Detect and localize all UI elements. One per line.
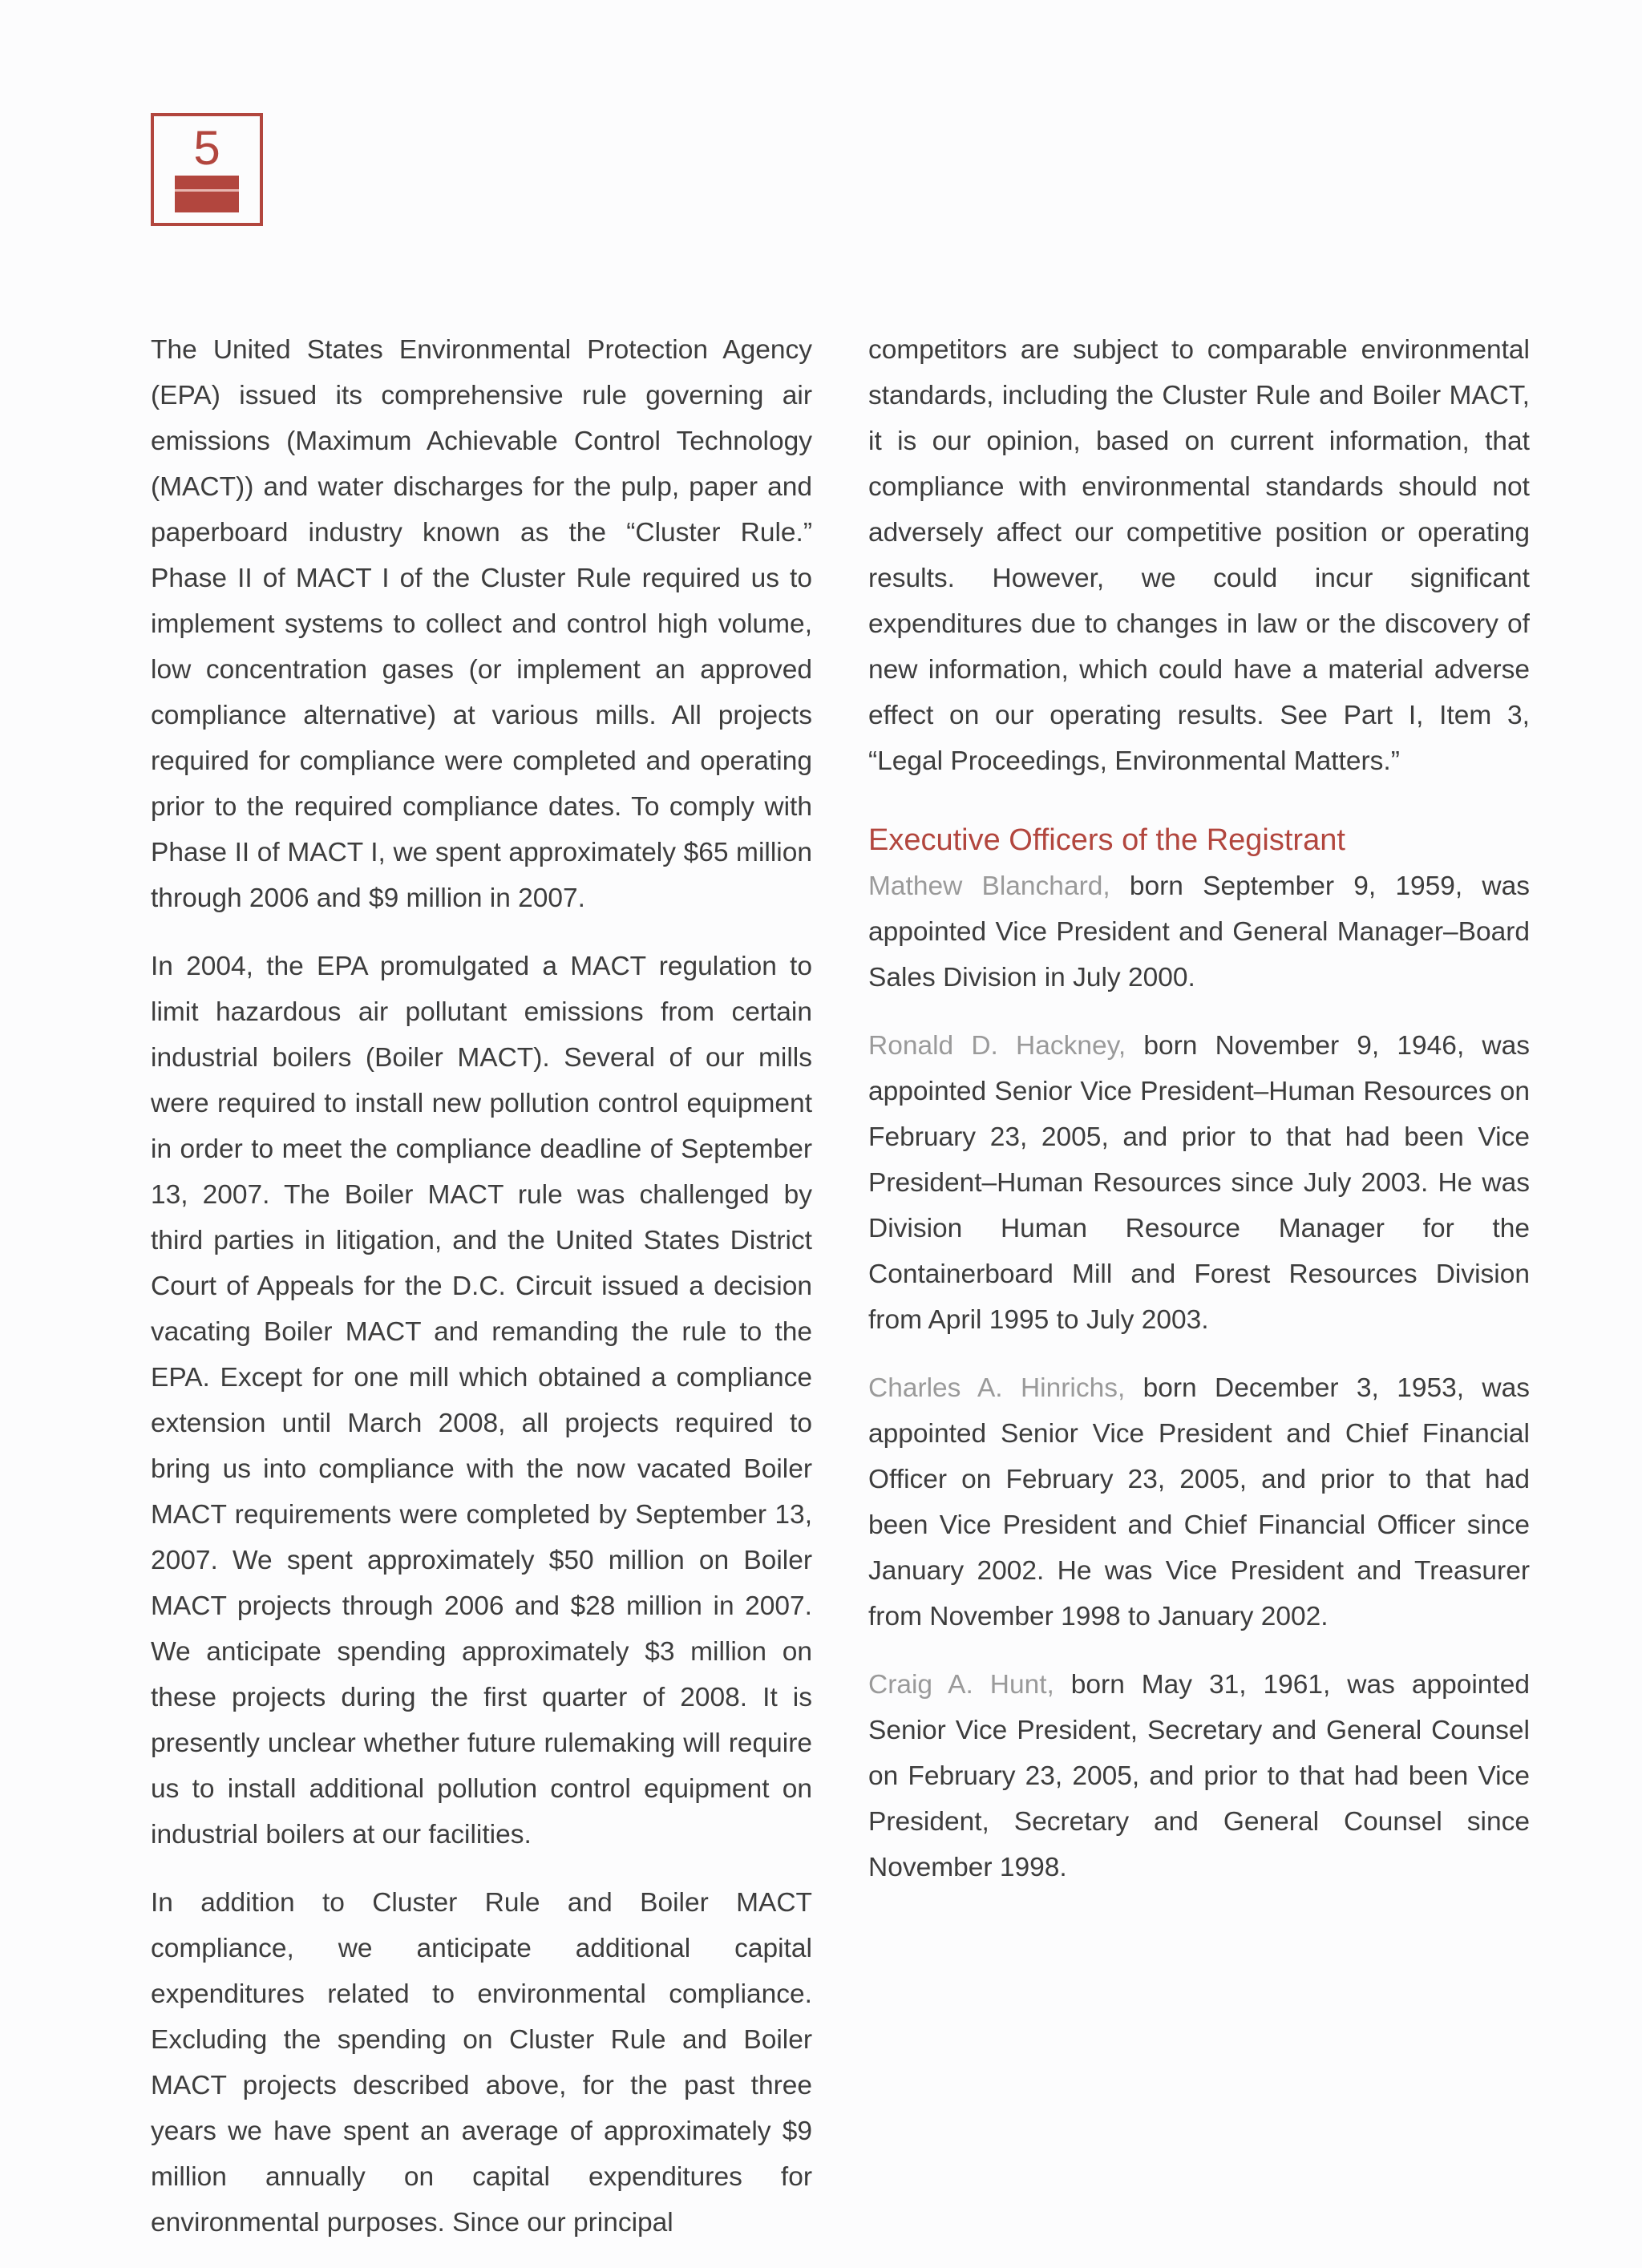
page-number-badge: [151, 113, 263, 226]
officer-entry: [868, 863, 1530, 1001]
section-heading: Executive Officers of the Registrant: [868, 823, 1345, 857]
officer-bio: born November 9, 1946, was appointed Senior Vice President–Human Resources on February 23, 2005, and prior to that had been Vice President–Human Resources since July 2003. He was Division Human Resource Manager for the Containerboard Mill and Forest Resources Division from April 1995 to July 2003.: [868, 1031, 1530, 1335]
officer-name: Charles A. Hinrichs,: [868, 1373, 1126, 1403]
left-column: [151, 327, 812, 2268]
paragraph-continuation: competitors are subject to comparable environmental standards, including the Cluster Rule and Boiler MACT, it is our opinion, based on current information, that compliance with environmental standards should not adversely affect our competitive position or operating results. However, we could incur significant expenditures due to changes in law or the discovery of new information, which could have a material adverse effect on our operating results. See Part I, Item 3, “Legal Proceedings, Environmental Matters.”: [868, 335, 1530, 776]
officer-name: Mathew Blanchard,: [868, 871, 1110, 901]
badge-bar-decoration: [175, 176, 239, 212]
paragraph-boiler-mact: In 2004, the EPA promulgated a MACT regulation to limit hazardous air pollutant emissions from certain industrial boilers (Boiler MACT). Several of our mills were required to install new pollution control equipment in order to meet the compliance deadline of September 13, 2007. The Boiler MACT rule was challenged by third parties in litigation, and the United States District Court of Appeals for the D.C. Circuit issued a decision vacating Boiler MACT and remanding the rule to the EPA. Except for one mill which obtained a compliance extension until March 2008, all projects required to bring us into compliance with the now vacated Boiler MACT requirements were completed by September 13, 2007. We spent approximately $50 million on Boiler MACT projects through 2006 and $28 million in 2007. We anticipate spending approximately $3 million on these projects during the first quarter of 2008. It is presently unclear whether future rulemaking will require us to install additional pollution control equipment on industrial boilers at our facilities.: [151, 952, 812, 1850]
officer-bio: born December 3, 1953, was appointed Senior Vice President and Chief Financial Officer on February 23, 2005, and prior to that had been Vice President and Chief Financial Officer since January 2002. He was Vice President and Treasurer from November 1998 to January 2002.: [868, 1373, 1530, 1631]
officer-bio: born September 9, 1959, was appointed Vice President and General Manager–Board Sales Division in July 2000.: [868, 871, 1530, 993]
page-number: 5: [193, 121, 220, 175]
officer-entry: [868, 1662, 1530, 1890]
right-column: [868, 327, 1530, 1913]
officer-entry: [868, 1365, 1530, 1639]
officer-bio: born May 31, 1961, was appointed Senior Vice President, Secretary and General Counsel on February 23, 2005, and prior to that had been Vice President, Secretary and General Counsel since November 1998.: [868, 1670, 1530, 1882]
paragraph-capital-expenditures: In addition to Cluster Rule and Boiler MACT compliance, we anticipate additional capital expenditures related to environmental compliance. Excluding the spending on Cluster Rule and Boiler MACT projects described above, for the past three years we have spent an average of approximately $9 million annually on capital expenditures for environmental purposes. Since our principal: [151, 1888, 812, 2238]
officer-name: Ronald D. Hackney,: [868, 1031, 1126, 1061]
officer-entry: [868, 1023, 1530, 1343]
paragraph-cluster-rule: The United States Environmental Protection Agency (EPA) issued its comprehensive rule governing air emissions (Maximum Achievable Control Technology (MACT)) and water discharges for the pulp, paper and paperboard industry known as the “Cluster Rule.” Phase II of MACT I of the Cluster Rule required us to implement systems to collect and control high volume, low concentration gases (or implement an approved compliance alternative) at various mills. All projects required for compliance were completed and operating prior to the required compliance dates. To comply with Phase II of MACT I, we spent approximately $65 million through 2006 and $9 million in 2007.: [151, 335, 812, 913]
officer-name: Craig A. Hunt,: [868, 1670, 1054, 1700]
